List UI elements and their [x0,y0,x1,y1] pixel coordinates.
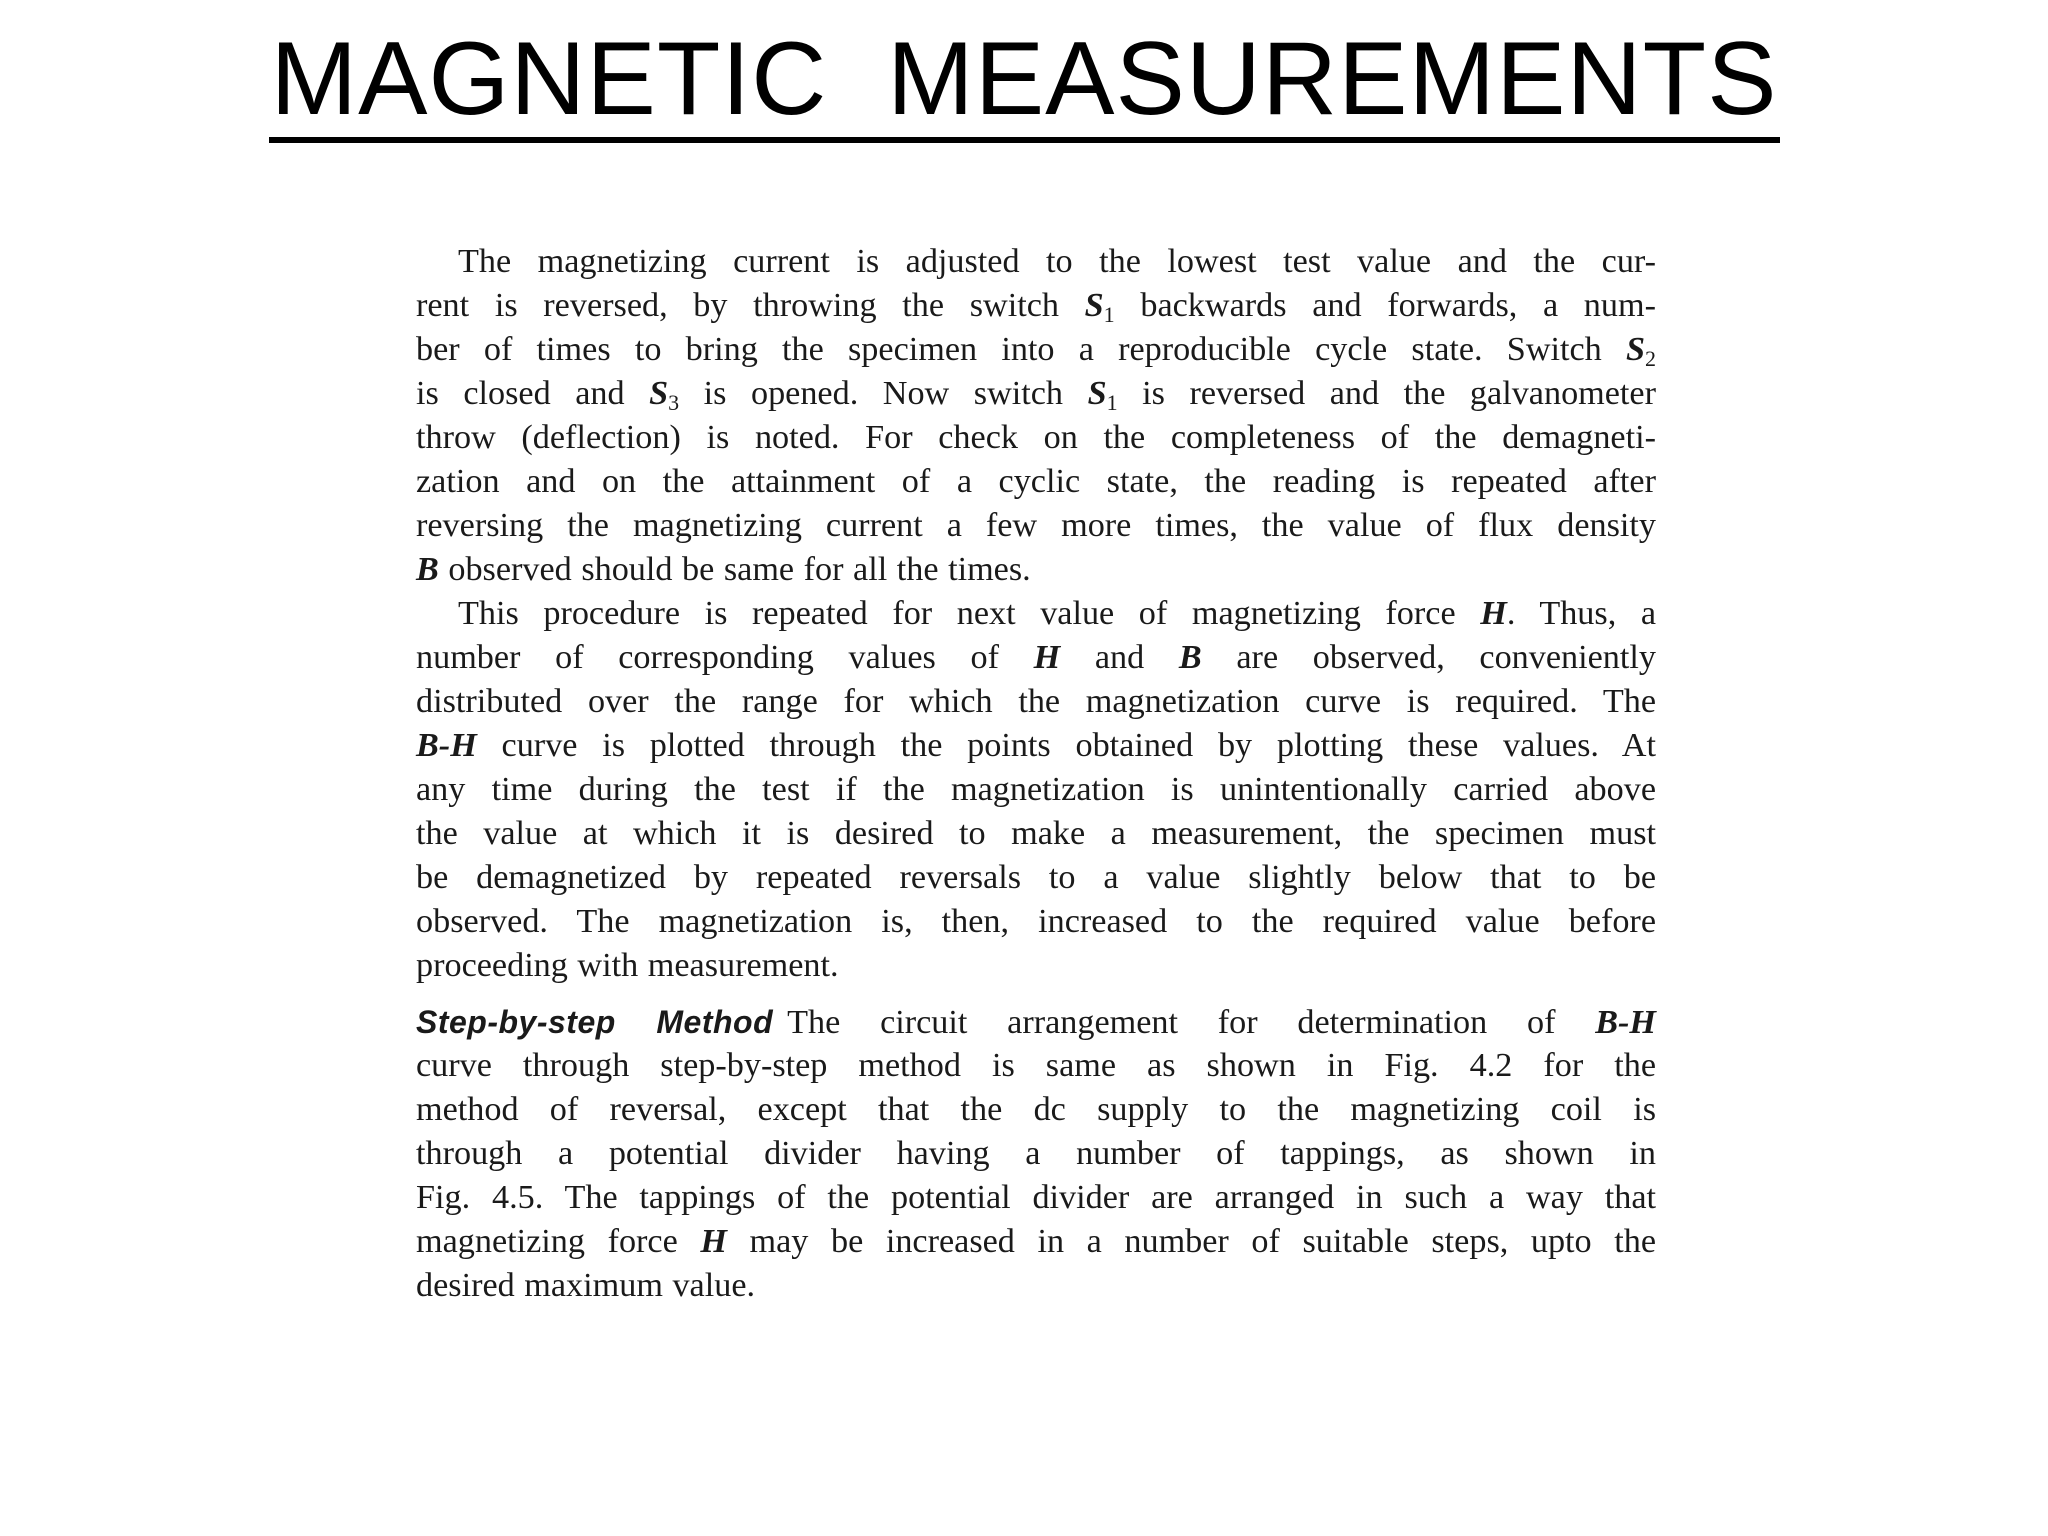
text-line: throw (deflection) is noted. For check on the completeness of the demagneti- [416,419,1656,456]
math-variable: S [1625,331,1645,368]
text-line: proceeding with measurement. [416,947,839,984]
text-line: The magnetizing current is adjusted to the lowest test value and the cur- [458,243,1656,280]
math-variable: H [700,1223,727,1260]
paragraph-step-by-step-method [416,1000,1656,1308]
text-line: desired maximum value. [416,1267,756,1304]
math-variable: H [1480,595,1507,632]
paragraph-repeat-procedure [416,592,1656,988]
textbook-excerpt [416,240,1656,1308]
variable-subscript: 3 [668,390,680,415]
text-line: number of corresponding values of H and B are observed, conveniently [416,639,1656,676]
math-variable: H [1033,639,1061,676]
math-variable: S [1087,375,1107,412]
text-line: reversing the magnetizing current a few more times, the value of flux density [416,507,1656,544]
text-line: rent is reversed, by throwing the switch $S_1$ backwards and forwards, a num- [416,287,1656,327]
text-line: through a potential divider having a number of tappings, as shown in [416,1135,1656,1172]
section-gap [416,988,1656,1000]
text-line: observed. The magnetization is, then, increased to the required value before [416,903,1656,940]
text-line: Fig. 4.5. The tappings of the potential divider are arranged in such a way that [416,1179,1656,1216]
slide-title-text: MAGNETIC MEASUREMENTS [269,21,1780,143]
section-heading: Step-by-step Method [416,1004,774,1040]
paragraph-reversal-procedure [416,240,1656,592]
variable-subscript: 2 [1645,346,1656,371]
text-line: magnetizing force H may be increased in a number of suitable steps, upto the [416,1223,1656,1260]
text-line: Step-by-step Method The circuit arrangement for determination of B-H [416,1004,1656,1041]
text-line: distributed over the range for which the magnetization curve is required. The [416,683,1656,720]
math-variable: B [1178,639,1202,676]
text-line: curve through step-by-step method is same as shown in Fig. 4.2 for the [416,1047,1656,1084]
text-line: ber of times to bring the specimen into a reproducible cycle state. Switch $S_2$ [416,331,1656,371]
math-variable: S [1084,287,1104,324]
text-line: B observed should be same for all the times. [416,551,1031,588]
math-variable: B-H [416,727,477,764]
text-line: be demagnetized by repeated reversals to a value slightly below that to be [416,859,1656,896]
text-line: B-H curve is plotted through the points obtained by plotting these values. At [416,727,1656,764]
math-variable: B [416,551,439,588]
text-line: the value at which it is desired to make a measurement, the specimen must [416,815,1656,852]
text-line: is closed and $S_3$ is opened. Now switch $S_1$ is reversed and the galvanometer [416,375,1656,415]
variable-subscript: 1 [1106,390,1118,415]
slide-title [0,14,2048,144]
math-variable: S [649,375,669,412]
text-line: method of reversal, except that the dc supply to the magnetizing coil is [416,1091,1656,1128]
text-line: any time during the test if the magnetization is unintentionally carried above [416,771,1656,808]
math-variable: B-H [1595,1004,1656,1041]
text-line: zation and on the attainment of a cyclic state, the reading is repeated after [416,463,1656,500]
variable-subscript: 1 [1103,302,1115,327]
text-line: This procedure is repeated for next value of magnetizing force H. Thus, a [458,595,1656,632]
